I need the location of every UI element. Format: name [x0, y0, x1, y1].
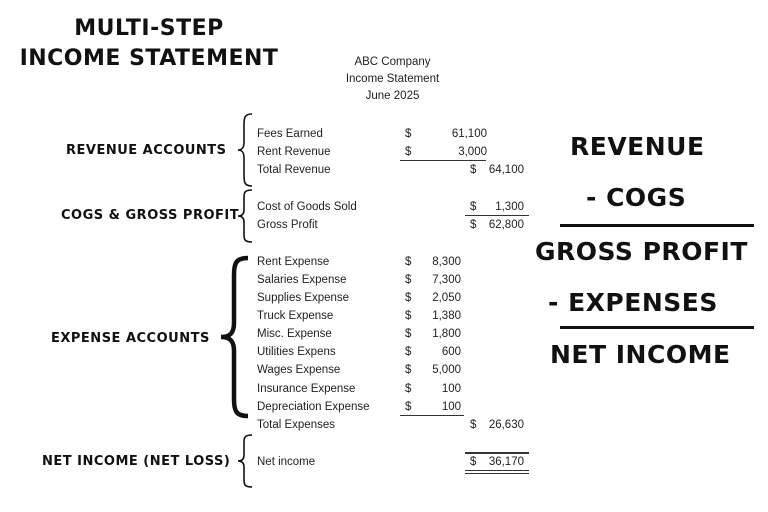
formula-net-income: NET INCOME — [550, 340, 731, 369]
currency-symbol: $ — [405, 383, 412, 395]
main-title — [18, 14, 280, 74]
currency-symbol: $ — [405, 346, 412, 358]
section-label-net-income: NET INCOME (NET LOSS) — [42, 454, 231, 469]
formula-divider-2 — [560, 326, 754, 329]
currency-symbol: $ — [405, 292, 412, 304]
currency-symbol: $ — [470, 219, 477, 231]
expense-label: Truck Expense — [257, 310, 334, 322]
expense-row — [257, 361, 340, 379]
section-label-cogs: COGS & GROSS PROFIT — [61, 208, 240, 223]
company-name: ABC Company — [354, 56, 431, 68]
currency-symbol: $ — [405, 274, 412, 286]
expense-label: Salaries Expense — [257, 274, 347, 286]
revenue-row — [257, 143, 331, 161]
currency-symbol: $ — [405, 328, 412, 340]
main-title-line2: INCOME STATEMENT — [19, 46, 279, 71]
cogs-brace-icon — [236, 188, 256, 244]
statement-period: June 2025 — [365, 90, 420, 102]
formula-revenue: REVENUE — [570, 132, 705, 161]
total-expenses-label: Total Expenses — [257, 419, 335, 431]
currency-symbol: $ — [405, 310, 412, 322]
revenue-row — [257, 125, 323, 143]
expenses-underline — [400, 415, 464, 416]
formula-minus-expenses: - EXPENSES — [548, 288, 718, 317]
currency-symbol: $ — [405, 256, 412, 268]
revenue-brace-icon — [236, 112, 256, 188]
cogs-row — [257, 198, 357, 216]
currency-symbol: $ — [405, 401, 412, 413]
revenue-label: Fees Earned — [257, 128, 323, 140]
statement-header — [320, 54, 465, 105]
expense-row — [257, 253, 329, 271]
net-income-brace-icon — [236, 433, 256, 489]
formula-divider-1 — [560, 224, 754, 227]
expense-row — [257, 325, 332, 343]
expense-label: Rent Expense — [257, 256, 330, 268]
statement-title: Income Statement — [345, 73, 440, 85]
expense-label: Utilities Expens — [257, 346, 336, 358]
net-income-label: Net income — [257, 456, 316, 468]
currency-symbol: $ — [470, 456, 477, 468]
currency-symbol: $ — [470, 419, 477, 431]
revenue-label: Rent Revenue — [257, 146, 331, 158]
expense-label: Depreciation Expense — [257, 401, 370, 413]
total-revenue-row — [257, 161, 331, 179]
currency-symbol: $ — [405, 128, 412, 140]
currency-symbol: $ — [405, 146, 412, 158]
section-label-revenue: REVENUE ACCOUNTS — [66, 143, 227, 158]
expense-label: Supplies Expense — [257, 292, 350, 304]
expense-row — [257, 398, 370, 416]
formula-gross-profit: GROSS PROFIT — [535, 237, 748, 266]
total-revenue-label: Total Revenue — [257, 164, 331, 176]
net-income-double-underline-1 — [465, 470, 529, 471]
expense-row — [257, 343, 336, 361]
currency-symbol: $ — [405, 364, 412, 376]
net-income-row — [257, 453, 315, 471]
expense-label: Misc. Expense — [257, 328, 332, 340]
expense-row — [257, 289, 349, 307]
main-title-line1: MULTI-STEP — [74, 16, 224, 41]
expenses-brace-icon — [216, 255, 252, 420]
cogs-label: Cost of Goods Sold — [257, 201, 357, 213]
currency-symbol: $ — [470, 164, 477, 176]
expense-label: Insurance Expense — [257, 383, 356, 395]
net-income-double-underline-2 — [465, 473, 529, 474]
expense-label: Wages Expense — [257, 364, 341, 376]
gross-profit-label: Gross Profit — [257, 219, 318, 231]
expense-row — [257, 271, 347, 289]
total-expenses-row — [257, 416, 335, 434]
expense-row — [257, 307, 333, 325]
gross-profit-row — [257, 216, 318, 234]
formula-minus-cogs: - COGS — [586, 183, 687, 212]
currency-symbol: $ — [470, 201, 477, 213]
section-label-expenses: EXPENSE ACCOUNTS — [51, 331, 210, 346]
expense-row — [257, 380, 355, 398]
